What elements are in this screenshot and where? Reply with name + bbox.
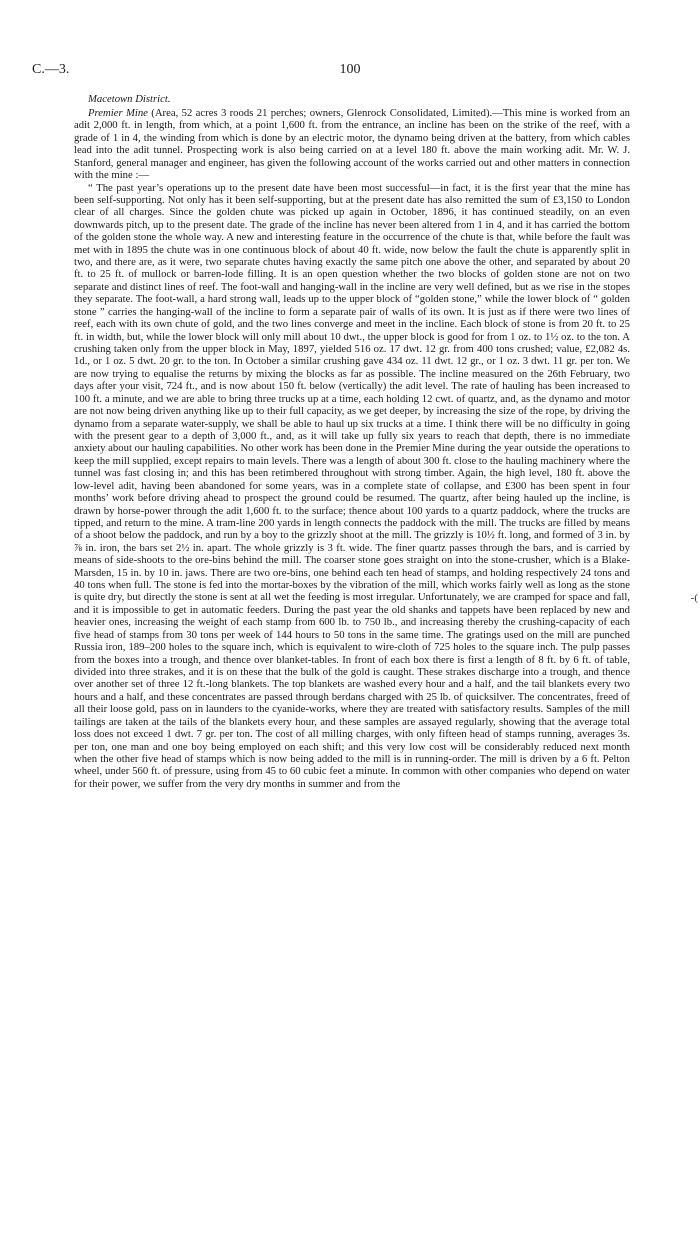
body-text [74,93,630,790]
margin-mark: -( [690,592,698,604]
intro-paragraph [74,107,630,182]
document-reference: C.—3. [32,62,70,77]
mine-name: Premier Mine [88,107,148,119]
page-header [0,62,700,82]
intro-text: (Area, 52 acres 3 roods 21 perches; owners, Glenrock Consolidated, Limited).—This mine is worked from an adit 2,000 ft. in length, from which, at a point 1,600 ft. from the entrance, an incline has been on the strike of the reef, with a grade of 1 in 4, the winding from which is done by an electric motor, the dynamo being driven at the battery, from which cables lead into the adit tunnel. Prospecting work is also being carried on at a level 180 ft. above the main working adit. Mr. W. J. Stanford, general manager and engineer, has given the following account of the works carried out and other matters in connection with the mine :— [74,107,630,182]
page-number: 100 [339,62,361,77]
manager-account-paragraph: “ The past year’s operations up to the present date have been most successful—in fact, it is the first year that the mine has been self-supporting. Not only has it been self-supporting, but at the present date has also remitted the sum of £3,150 to London clear of all charges. Since the golden chute was picked up again in October, 1896, it has continued steadily, on an even downwards pitch, up to the present date. The grade of the incline has never been altered from 1 in 4, and it has carried the bottom of the golden stone the whole way. A new and interesting feature in the occurrence of the chute is that, while before the fault was met with in 1895 the chute was in one continuous block of about 40 ft. wide, now below the fault the chute is apparently split in two, and there are, as it were, two separate chutes having exactly the same pitch one above the other, and separated by about 20 ft. to 25 ft. of mullock or barren-lode filling. It is an open question whether the two blocks of golden stone are not on two separate and distinct lines of reef. The foot-wall and hanging-wall in the incline are very well defined, but as we rise in the stopes they separate. The foot-wall, a hard strong wall, leads up to the upper block of “golden stone,” while the lower block of “ golden stone ” carries the hanging-wall of the incline to form a separate pair of walls of its own. It is just as if there were two lines of reef, each with its own chute of gold, and the two lines converge and meet in the incline. Each block of stone is from 20 ft. to 25 ft. in width, but, while the lower block will only mill about 10 dwt., the upper block is good for from 1 oz. to 1½ oz. to the ton. A crushing taken only from the upper block in May, 1897, yielded 516 oz. 17 dwt. 12 gr. from 400 tons crushed; value, £2,082 4s. 1d., or 1 oz. 5 dwt. 20 gr. to the ton. In October a similar crushing gave 434 oz. 11 dwt. 12 gr., or 1 oz. 3 dwt. 11 gr. per ton. We are now trying to equalise the returns by mixing the blocks as far as possible. The incline measured on the 26th February, two days after your visit, 724 ft., and is now about 150 ft. below (vertically) the adit level. The rate of hauling has been increased to 100 ft. a minute, and we are able to bring three trucks up at a time, each holding 12 cwt. of quartz, and, as the dynamo and motor are not now being driven anything like up to their full capacity, as we get deeper, by increasing the size of the rope, by driving the dynamo from a separate water-supply, we shall be able to haul up six trucks at a time. I think there will be no difficulty in going with the present gear to a depth of 3,000 ft., and, as it will take up fully six years to reach that depth, there is no immediate anxiety about our hauling capabilities. No other work has been done in the Premier Mine during the year outside the operations to keep the mill supplied, except repairs to main levels. There was a length of about 300 ft. close to the hauling machinery where the tunnel was fast closing in; and this has been retimbered throughout with strong timber. Again, the high level, 180 ft. above the low-level adit, having been abandoned for some years, was in a complete state of collapse, and £300 has been spent in four months’ work before driving ahead to prospect the ground could be resumed. The quartz, after being hauled up the incline, is drawn by horse-power through the adit 1,600 ft. to the surface; thence about 100 yards to a quartz paddock, where the trucks are tipped, and return to the mine. A tram-line 200 yards in length connects the paddock with the mill. The trucks are filled by means of a shoot below the paddock, and run by a boy to the grizzly shoot at the mill. The grizzly is 10½ ft. long, and formed of 3 in. by ⅞ in. iron, the bars set 2½ in. apart. The whole grizzly is 3 ft. wide. The finer quartz passes through the bars, and is carried by means of side-shoots to the ore-bins behind the mill. The coarser stone goes straight on into the stone-crusher, which is a Blake-Marsden, 15 in. by 10 in. jaws. There are two ore-bins, one behind each ten head of stamps, and holding respectively 24 tons and 40 tons when full. The stone is fed into the mortar-boxes by the vibration of the mill, which works fairly well as long as the stone is quite dry, but directly the stone is sent at all wet the feeding is most irregular. Unfortunately, we are cramped for space and fall, and it is impossible to get in automatic feeders. During the past year the old shanks and tappets have been replaced by new and heavier ones, increasing the weight of each stamp from 600 lb. to 750 lb., and increasing thereby the crushing-capacity of each five head of stamps from 30 tons per week of 144 hours to 50 tons in the same time. The gratings used on the mill are punched Russia iron, 189–200 holes to the square inch, which is equivalent to wire-cloth of 725 holes to the square inch. The pulp passes from the boxes into a trough, and thence over blanket-tables. In front of each box there is first a length of 8 ft. by 6 ft. of table, divided into three strakes, and it is on these that the bulk of the gold is caught. These strakes discharge into a trough, and thence over another set of three 12 ft.-long blankets. The top blankets are washed every hour and a half, and the tail blankets every two hours and a half, and these concentrates are passed through berdans charged with 25 lb. of quicksilver. The concentrates, freed of all their loose gold, pass on in launders to the cyanide-works, where they are treated with satisfactory results. Samples of the mill tailings are taken at the tails of the blankets every hour, and these samples are assayed regularly, showing that the average total loss does not exceed 1 dwt. 7 gr. per ton. The cost of all milling charges, with only fifteen head of stamps running, averages 3s. per ton, one man and one boy being employed on each shift; and this very low cost will be considerably reduced next month when the other five head of stamps which is now being added to the mill is in running-order. The mill is driven by a 6 ft. Pelton wheel, under 560 ft. of pressure, using from 45 to 60 cubic feet a minute. In common with other companies who depend on water for their power, we suffer from the very dry months in summer and from the [74,181,630,790]
district-heading: Macetown District. [88,93,171,105]
